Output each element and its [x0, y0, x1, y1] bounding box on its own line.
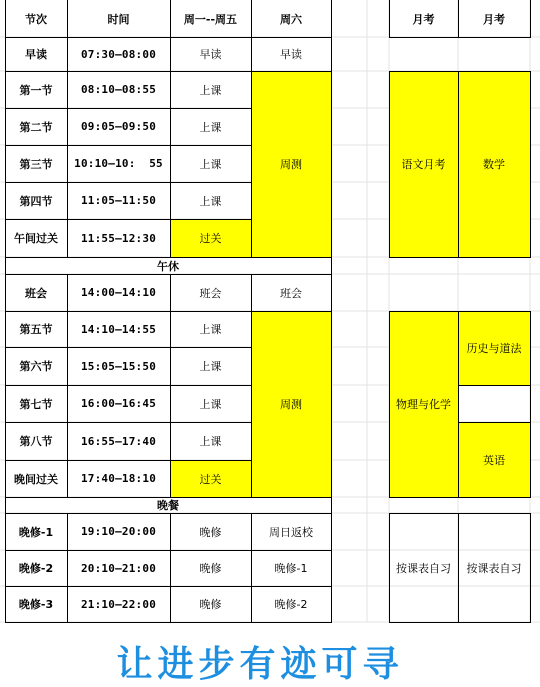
- weekday-cell: 上课: [199, 157, 222, 171]
- time-cell: 14:00—14:10: [80, 286, 157, 299]
- time-cell: 08:10—08:55: [80, 83, 157, 96]
- exam-english: 英语: [458, 422, 530, 497]
- period-cell: 第三节: [19, 157, 53, 171]
- exam-header-2: 月考: [483, 12, 505, 26]
- period-cell: 晚间过关: [14, 472, 58, 486]
- saturday-cell: 班会: [280, 286, 302, 300]
- cell-noon-checkpoint: 过关: [170, 219, 251, 257]
- saturday-weekly-test-morning: [251, 71, 331, 257]
- dinner-break-row: 晚餐: [157, 499, 179, 512]
- saturday-cell: 周日返校: [269, 525, 313, 539]
- time-cell: 20:10—21:00: [80, 561, 157, 575]
- time-cell: 19:10—20:00: [80, 525, 157, 538]
- period-cell: 晚修-1: [18, 525, 54, 539]
- period-cell: 第六节: [19, 360, 53, 373]
- header-time: 时间: [107, 12, 130, 26]
- time-cell: 11:05—11:50: [80, 194, 157, 207]
- weekday-cell: 晚修: [199, 562, 222, 575]
- period-cell: 第五节: [19, 323, 53, 336]
- time-cell: 07:30—08:00: [80, 47, 157, 61]
- saturday-cell: 早读: [280, 48, 302, 61]
- weekday-cell: 上课: [199, 83, 222, 97]
- exam-physics-chemistry: 物理与化学: [389, 311, 458, 497]
- saturday-weekly-test-afternoon: [251, 311, 331, 497]
- exam-history-morality: 历史与道法: [458, 311, 530, 385]
- period-cell: 午间过关: [14, 232, 58, 245]
- period-cell: 第八节: [19, 435, 53, 448]
- exam-header-1: 月考: [412, 12, 435, 26]
- time-cell: 11:55—12:30: [80, 231, 157, 245]
- saturday-afternoon-label: 周测: [280, 398, 302, 411]
- weekday-cell: 上课: [199, 435, 222, 448]
- time-cell: 16:00—16:45: [80, 397, 157, 410]
- period-cell: 第四节: [19, 194, 53, 208]
- time-cell: 14:10—14:55: [80, 322, 157, 336]
- time-cell: 21:10—22:00: [80, 597, 157, 611]
- weekday-cell: 上课: [199, 397, 222, 411]
- time-cell: 10:10—10: 55: [74, 157, 163, 170]
- exam-self-study-1: 按课表自习: [396, 561, 451, 575]
- exam-math: 数学: [458, 71, 530, 257]
- period-cell: 晚修-3: [18, 598, 54, 611]
- weekday-cell: 上课: [199, 323, 222, 336]
- time-cell: 15:05—15:50: [80, 359, 157, 373]
- weekday-cell: 上课: [199, 360, 222, 373]
- period-cell: 晚修-2: [18, 562, 54, 575]
- time-cell: 09:05—09:50: [80, 120, 157, 133]
- weekday-cell: 晚修: [199, 525, 222, 539]
- saturday-morning-label: 周测: [280, 158, 302, 171]
- weekday-cell: 早读: [199, 48, 222, 61]
- header-weekday: 周一--周五: [183, 12, 238, 26]
- header-saturday: 周六: [280, 12, 302, 26]
- period-cell: 早读: [25, 48, 47, 61]
- saturday-cell: 晚修-1: [274, 562, 308, 575]
- period-cell: 第二节: [19, 120, 53, 134]
- header-period: 节次: [25, 12, 47, 26]
- period-cell: 班会: [25, 286, 47, 300]
- saturday-cell: 晚修-2: [274, 598, 308, 611]
- weekday-cell: 上课: [199, 120, 222, 134]
- period-cell: 第七节: [19, 397, 53, 411]
- noon-break-row: 午休: [157, 259, 179, 273]
- time-cell: 16:55—17:40: [80, 434, 157, 448]
- weekday-cell: 晚修: [199, 598, 222, 611]
- exam-chinese: 语文月考: [389, 71, 458, 257]
- time-cell: 17:40—18:10: [80, 472, 157, 485]
- weekday-cell: 上课: [199, 194, 222, 208]
- weekday-cell: 班会: [199, 286, 222, 300]
- period-cell: 第一节: [19, 83, 53, 97]
- exam-self-study-2: 按课表自习: [466, 561, 522, 575]
- footer-slogan: 让进步有迹可寻: [116, 643, 404, 685]
- cell-evening-checkpoint: 过关: [170, 460, 251, 497]
